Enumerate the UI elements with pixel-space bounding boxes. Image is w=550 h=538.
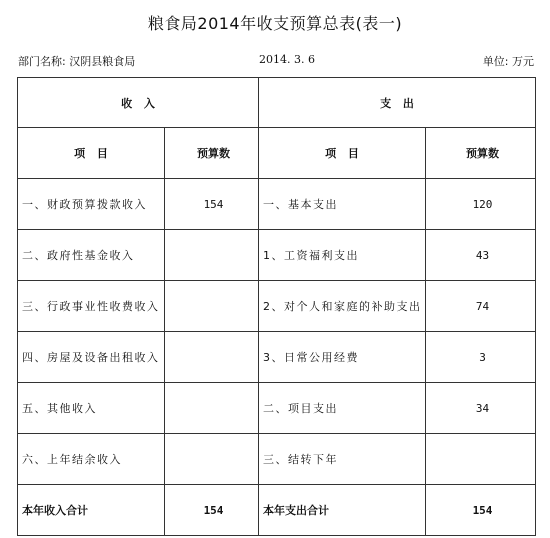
income-item: 二、政府性基金收入 [18, 230, 165, 281]
income-total-value: 154 [165, 485, 259, 536]
income-item: 五、其他收入 [18, 383, 165, 434]
table-row [18, 332, 536, 383]
report-date: 2014. 3. 6 [259, 53, 315, 66]
section-header-row [18, 78, 536, 128]
expense-value: 74 [426, 281, 536, 332]
expense-total-value: 154 [426, 485, 536, 536]
budget-table [17, 77, 536, 536]
table-row [18, 281, 536, 332]
expense-budget-column-header: 预算数 [426, 128, 536, 179]
department-name: 部门名称: 汉阴县粮食局 [18, 55, 136, 68]
income-item: 六、上年结余收入 [18, 434, 165, 485]
page-title: 粮食局2014年收支预算总表(表一) [147, 14, 403, 33]
expense-value: 120 [426, 179, 536, 230]
income-item: 四、房屋及设备出租收入 [18, 332, 165, 383]
expense-item: 3、日常公用经费 [259, 332, 426, 383]
expense-item: 二、项目支出 [259, 383, 426, 434]
income-item: 三、行政事业性收费收入 [18, 281, 165, 332]
income-value [165, 383, 259, 434]
expense-item-column-header: 项 目 [259, 128, 426, 179]
expense-section-header: 支 出 [259, 78, 536, 128]
income-value [165, 230, 259, 281]
income-value [165, 332, 259, 383]
expense-item: 2、对个人和家庭的补助支出 [259, 281, 426, 332]
income-value: 154 [165, 179, 259, 230]
expense-item: 三、结转下年 [259, 434, 426, 485]
expense-item: 一、基本支出 [259, 179, 426, 230]
income-item: 一、财政预算拨款收入 [18, 179, 165, 230]
income-section-header: 收 入 [18, 78, 259, 128]
table-row [18, 383, 536, 434]
expense-value [426, 434, 536, 485]
column-header-row [18, 128, 536, 179]
income-value [165, 281, 259, 332]
income-total-label: 本年收入合计 [18, 485, 165, 536]
table-row [18, 230, 536, 281]
expense-value: 43 [426, 230, 536, 281]
expense-total-label: 本年支出合计 [259, 485, 426, 536]
income-value [165, 434, 259, 485]
table-row [18, 434, 536, 485]
expense-value: 3 [426, 332, 536, 383]
expense-value: 34 [426, 383, 536, 434]
income-item-column-header: 项 目 [18, 128, 165, 179]
totals-row [18, 485, 536, 536]
unit-label: 单位: 万元 [482, 55, 534, 68]
income-budget-column-header: 预算数 [165, 128, 259, 179]
table-row [18, 179, 536, 230]
expense-item: 1、工资福利支出 [259, 230, 426, 281]
